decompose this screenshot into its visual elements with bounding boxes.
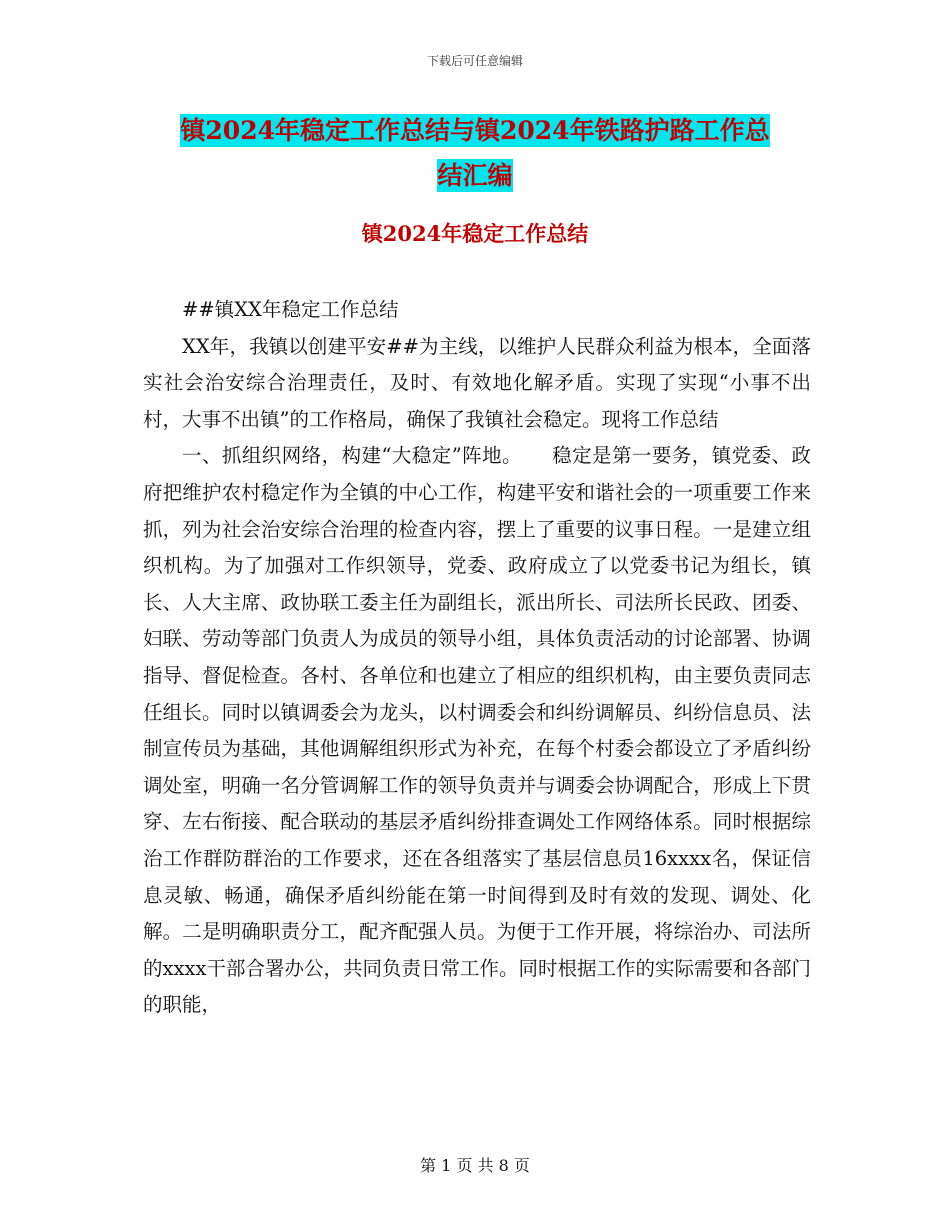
document-title [0, 108, 950, 198]
section-title: 镇2024年稳定工作总结 [361, 221, 589, 246]
page-number-footer: 第 1 页 共 8 页 [420, 1156, 530, 1175]
document-body [143, 292, 811, 1024]
page-header-note: 下载后可任意编辑 [426, 54, 523, 68]
body-paragraph-section-one: 一、抓组织网络，构建“大稳定”阵地。 稳定是第一要务，镇党委、政府把维护农村稳定作为全镇的中心工作，构建平安和谐社会的一项重要工作来抓，列为社会治安综合治理的检查内容，摆上了重要的议事日程。一是建立组织机构。为了加强对工作织领导，党委、政府成立了以党委书记为组长，镇长、人大主席、政协联工委主任为副组长，派出所长、司法所长民政、团委、妇联、劳动等部门负责人为成员的领导小组，具体负责活动的讨论部署、协调指导、督促检查。各村、各单位和也建立了相应的组织机构，由主要负责同志任组长。同时以镇调委会为龙头，以村调委会和纠纷调解员、纠纷信息员、法制宣传员为基础，其他调解组织形式为补充，在每个村委会都设立了矛盾纠纷调处室，明确一名分管调解工作的领导负责并与调委会协调配合，形成上下贯穿、左右衔接、配合联动的基层矛盾纠纷排查调处工作网络体系。同时根据综治工作群防群治的工作要求，还在各组落实了基层信息员16xxxx名，保证信息灵敏、畅通，确保矛盾纠纷能在第一时间得到及时有效的发现、调处、化解。二是明确职责分工，配齐配强人员。为便于工作开展，将综治办、司法所的xxxx干部合署办公，共同负责日常工作。同时根据工作的实际需要和各部门的职能， [143, 444, 811, 1017]
body-paragraph-intro: XX年，我镇以创建平安##为主线，以维护人民群众利益为根本，全面落实社会治安综合治理责任，及时、有效地化解矛盾。实现了实现“小事不出村，大事不出镇”的工作格局，确保了我镇社会稳定。现将工作总结 [143, 334, 811, 431]
body-paragraph-subtitle: ##镇XX年稳定工作总结 [182, 298, 399, 321]
document-title-line2: 结汇编 [437, 161, 513, 190]
document-title-line1: 镇2024年稳定工作总结与镇2024年铁路护路工作总 [180, 116, 770, 145]
